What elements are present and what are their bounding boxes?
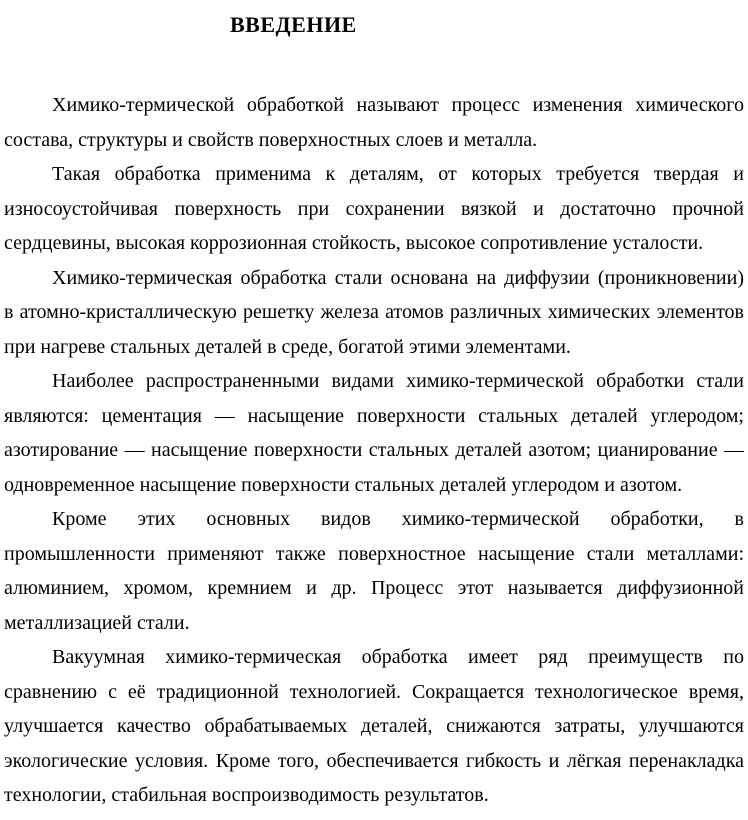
text-line: Химико-термической обработкой называют процесс изменения химического [52,94,744,116]
text-line: Такая обработка применима к деталям, от которых требуется твердая и [52,163,744,185]
text-line: одновременное насыщение поверхности стальных деталей углеродом и азотом. [4,473,683,496]
text-line: улучшается качество обрабатываемых деталей, снижаются затраты, улучшаются [4,715,744,737]
text-line: алюминием, хромом, кремнием и др. Процесс этот называется диффузионной [4,577,744,599]
text-line: Наиболее распространенными видами химико-термической обработки стали [52,370,744,392]
document-body [4,88,744,813]
text-line: состава, структуры и свойств поверхностных слоев и металла. [4,128,538,151]
text-line: технологии, стабильная воспроизводимость результатов. [4,784,489,806]
text-line: азотирование — насыщение поверхности стальных деталей азотом; цианирование — [4,439,744,461]
text-line: являются: цементация — насыщение поверхности стальных деталей углеродом; [4,404,744,427]
text-line: Химико-термическая обработка стали основана на диффузии (проникновении) [52,266,744,289]
text-line: Кроме этих основных видов химико-термической обработки, в [52,508,744,530]
paragraph [4,502,744,640]
text-line: при нагреве стальных деталей в среде, богатой этими элементами. [4,335,571,358]
text-line: промышленности применяют также поверхностное насыщение стали металлами: [4,542,744,565]
page-title: ВВЕДЕНИЕ [230,12,357,37]
paragraph [4,640,744,813]
paragraph [4,261,744,365]
paragraph [4,88,744,157]
paragraph [4,364,744,502]
text-line: металлизацией стали. [4,611,190,634]
text-line: экологические условия. Кроме того, обеспечивается гибкость и лёгкая перенакладка [4,749,744,772]
text-line: Вакуумная химико-термическая обработка имеет ряд преимуществ по [52,646,744,668]
text-line: износоустойчивая поверхность при сохранении вязкой и достаточно прочной [4,197,744,220]
text-line: в атомно-кристаллическую решетку железа атомов различных химических элементов [4,301,744,323]
paragraph [4,157,744,261]
text-line: сравнению с её традиционной технологией. Сокращается технологическое время, [4,680,744,703]
text-line: сердцевины, высокая коррозионная стойкость, высокое сопротивление усталости. [4,232,704,254]
